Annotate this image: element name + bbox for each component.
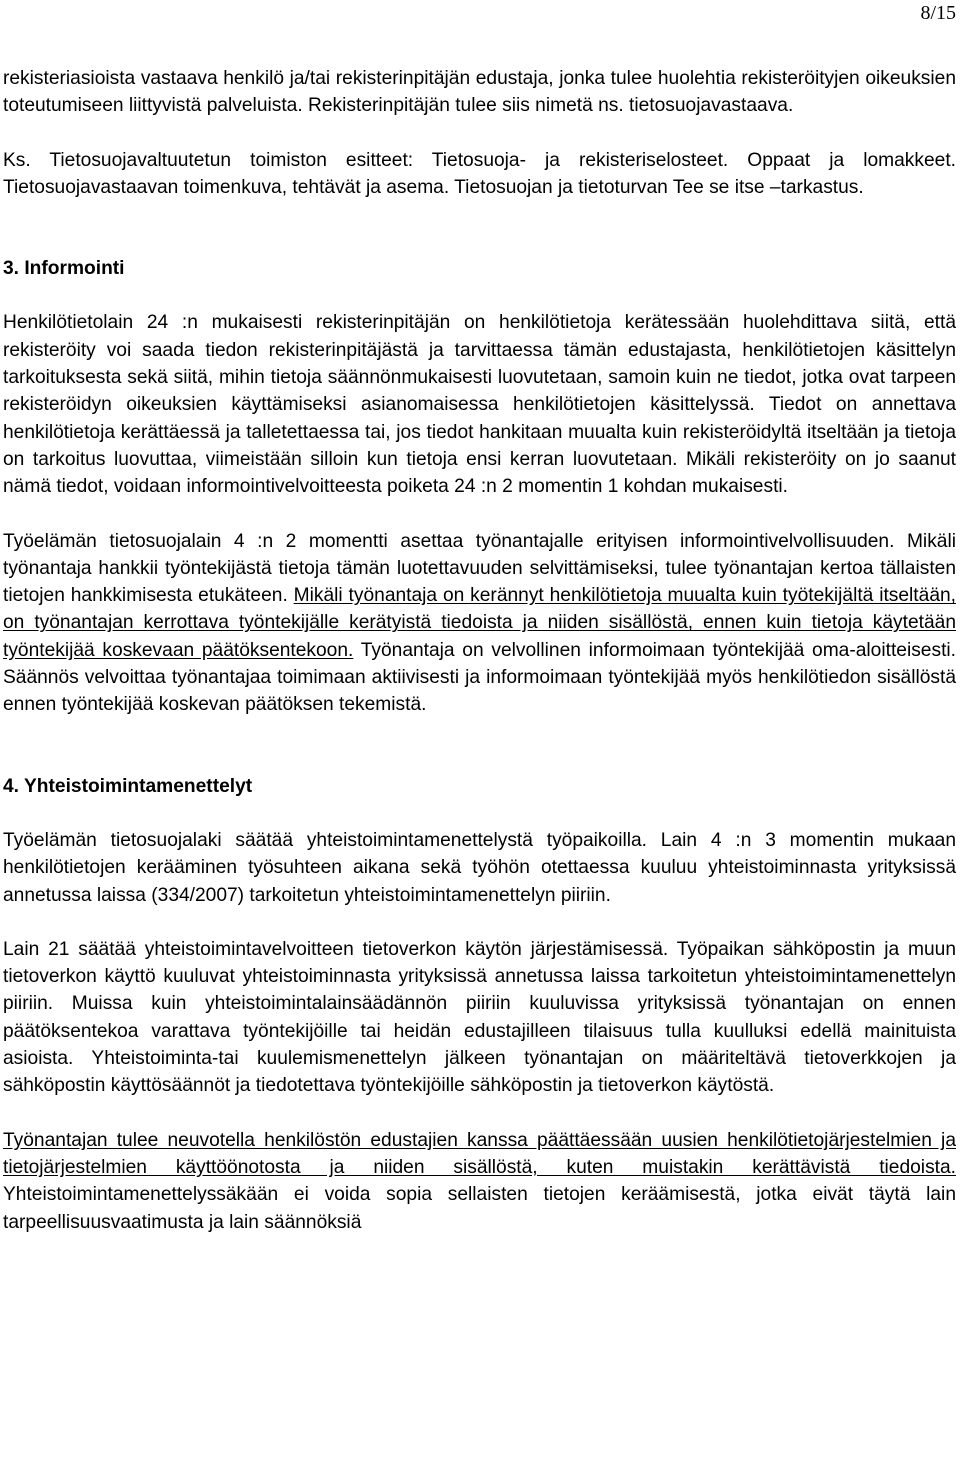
spacer: [3, 719, 956, 773]
spacer: [3, 282, 956, 309]
intro-paragraph: rekisteriasioista vastaava henkilö ja/tai rekisterinpitäjän edustaja, jonka tulee huolehtia rekisteröityjen oikeuksien toteutumiseen liittyvistä palveluista. Rekisterinpitäjän tulee siis nimetä ns. tietosuojavastaava.: [3, 68, 956, 117]
yhteistoiminta-paragraph-2: Lain 21 säätää yhteistoimintavelvoitteen tietoverkon käytön järjestämisessä. Työpaikan sähköpostin ja muun tietoverkon käyttö kuuluvat yhteistoiminnasta yrityksissä annetussa laissa tarkoitetun yhteistoimintamenettelyn piiriin. Muissa kuin yhteistoimintalainsäädännön piiriin kuuluvissa yrityksissä työnantajan on ennen päätöksentekoa varattava työntekijöille tai heidän edustajilleen tilaisuus tulla kuulluksi edellä mainituista asioista. Yhteistoiminta-tai kuulemismenettelyn jälkeen työnantajan on määriteltävä tietoverkkojen ja sähköpostin käyttösäännöt ja tiedotettava työntekijöille sähköpostin ja tietoverkon käytöstä.: [3, 938, 956, 1097]
paragraph-text: Yhteistoimintamenettelyssäkään ei voida sopia sellaisten tietojen keräämisestä, jotka eivät täytä lain tarpeellisuusvaatimusta ja lain säännöksiä: [3, 1184, 956, 1233]
underlined-text: Mikäli työnantaja on kerännyt henkilötietoja muualta kuin työtekijältä itseltään, on työnantajan kerrottava työntekijälle kerätyistä tiedoista ja niiden sisällöstä, ennen kuin tietoja käytetään työntekijää koskevaan päätöksentekoon.: [3, 585, 956, 661]
spacer: [3, 800, 956, 827]
spacer: [3, 201, 956, 255]
section-heading-yhteistoiminta: 4. Yhteistoimintamenettelyt: [3, 775, 253, 797]
document-body: [3, 65, 956, 1236]
spacer: [3, 909, 956, 936]
paragraph-text: Työelämän tietosuojalain 4 :n 2 momentti asettaa työnantajalle erityisen informointivelvollisuuden. Mikäli työnantaja hankkii työntekijästä tietoja tämän luotettavuuden selvittämiseksi, tulee työnantajan kertoa tällaisten tietojen hankkimisesta etukäteen.: [3, 530, 956, 607]
underlined-text: Työnantajan tulee neuvotella henkilöstön edustajien kanssa päättäessään uusien henkilötietojärjestelmien ja tietojärjestelmien käyttöönotosta ja niiden sisällöstä, kuten muistakin kerättävistä tiedoista.: [3, 1129, 956, 1178]
spacer: [3, 1100, 956, 1127]
section-heading-informointi: 3. Informointi: [3, 258, 125, 280]
spacer: [3, 501, 956, 528]
yhteistoiminta-paragraph-1: Työelämän tietosuojalaki säätää yhteistoimintamenettelystä työpaikoilla. Lain 4 :n 3 momentin mukaan henkilötietojen kerääminen työsuhteen aikana sekä työhön otettaessa kuuluu yhteistoiminnasta yrityksissä annetussa laissa (334/2007) tarkoitetun yhteistoimintamenettelyn piiriin.: [3, 829, 956, 906]
informointi-paragraph-2: [3, 528, 956, 719]
spacer: [3, 120, 956, 147]
yhteistoiminta-paragraph-3: [3, 1127, 956, 1236]
informointi-paragraph-1: Henkilötietolain 24 :n mukaisesti rekisterinpitäjän on henkilötietoja kerätessään huolehdittava siitä, että rekisteröity voi saada tiedon rekisterinpitäjästä ja tarvittaessa tämän edustajasta, henkilötietojen käsittelyn tarkoituksesta sekä siitä, mihin tietoja säännönmukaisesti luovutetaan, samoin kuin ne tiedot, jotka ovat tarpeen rekisteröidyn oikeuksien käyttämiseksi asianomaisessa henkilötietojen käsittelyssä. Tiedot on annettava henkilötietoja kerättäessä ja talletettaessa tai, jos tiedot hankitaan muualta kuin rekisteröidyltä itseltään ja tietoja on tarkoitus luovuttaa, viimeistään silloin kun tietoja ensi kerran luovutetaan. Mikäli rekisteröity on jo saanut nämä tiedot, voidaan informointivelvoitteesta poiketa 24 :n 2 momentin 1 kohdan mukaisesti.: [3, 312, 956, 498]
page-number: 8/15: [920, 2, 956, 24]
references-paragraph: Ks. Tietosuojavaltuutetun toimiston esitteet: Tietosuoja- ja rekisteriselosteet. Oppaat ja lomakkeet. Tietosuojavastaavan toimenkuva, tehtävät ja asema. Tietosuojan ja tietoturvan Tee se itse –tarkastus.: [3, 149, 956, 198]
paragraph-text: Työnantaja on velvollinen informoimaan työntekijää oma-aloitteisesti. Säännös velvoittaa työnantajaa toimimaan aktiivisesti ja informoimaan työntekijää myös henkilötiedon sisällöstä ennen työntekijää koskevan päätöksen tekemistä.: [3, 639, 956, 716]
